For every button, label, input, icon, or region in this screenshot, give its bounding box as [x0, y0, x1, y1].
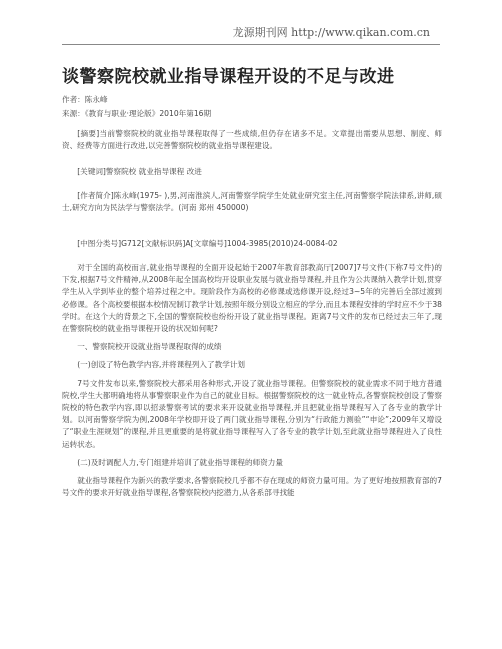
body-paragraph: 7号文件发布以来,警察院校大都采用各种形式,开设了就业指导课程。但警察院校的就业需求不同于地方普通院校,学生大都明确地将从事警察职业作为自己的就业目标。根据警察院校的这一就业特点,各警察院校创设了警察院校的特色教学内容,即以招录警察考试的要求来开设就业指导课程,并且把就业指导课程写入了各专业的教学计划。以河南警察学院为例,2008年学校即开设了两门就业指导课程,分别为“行政能力测验”“申论”;2009年又增设了“职业生涯规划”的课程,并且更重要的是将就业指导课程写入了各专业的教学计划,至此就业指导课程进入了良性运转状态。 [62, 378, 442, 449]
author-bio-text: [作者简介]陈永峰(1975- ),男,河南淮滨人,河南警察学院学生处就业研究室主任,河南警察学院法律系,讲师,硕士,研究方向为民法学与警察法学。(河南 郑州 450000) [62, 191, 442, 213]
section-heading: 一、警察院校开设就业指导课程取得的成绩 [77, 342, 222, 352]
article-author-bio [62, 190, 442, 214]
header-divider [62, 44, 440, 45]
article-source: 来源：《教育与职业·理论版》2010年第16期 [62, 109, 212, 118]
classification-text: [中图分类号]G712[文献标识码]A[文章编号]1004-3985(2010)24-0084-02 [77, 239, 338, 248]
keywords-text: [关键词]警察院校 就业指导课程 改进 [77, 167, 202, 176]
article-keywords [62, 166, 442, 178]
abstract-text: [摘要]当前警察院校的就业指导课程取得了一些成绩,但仍存在诸多不足。文章提出需要从思想、制度、师资、经费等方面进行改进,以完善警察院校的就业指导课程建设。 [62, 129, 442, 151]
article-author: 作者：陈永峰 [62, 95, 108, 104]
article-title: 谈警察院校就业指导课程开设的不足与改进 [62, 67, 395, 87]
article-classification [62, 238, 442, 250]
article-body [62, 262, 442, 499]
body-paragraph: 就业指导课程作为新兴的教学要求,各警察院校几乎都不存在现成的师资力量可用。为了更好地按照教育部的7号文件的要求开好就业指导课程,各警察院校内挖潜力,从各系部寻找能 [62, 476, 442, 498]
article-abstract [62, 128, 442, 152]
subsection-heading: (一)创设了特色教学内容,并将课程列入了教学计划 [77, 360, 245, 370]
subsection-heading: (二)及时调配人力,专门组建并培训了就业指导课程的师资力量 [77, 457, 283, 467]
site-header: 龙源期刊网 http://www.qikan.com.cn [232, 26, 430, 39]
body-paragraph: 对于全国的高校而言,就业指导课程的全面开设起始于2007年教育部教高厅[2007]7号文件(下称7号文件)的下发,根据7号文件精神,从2008年起全国高校均开设职业发展与就业指导课程,并且作为公共课纳入教学计划,贯穿学生从入学到毕业的整个培养过程之中。现阶段作为高校的必修课或选修课开设,经过3~5年的完善后全部过渡到必修课。各个高校要根据本校情况制订教学计划,按照年级分别设立相应的学分,而且本课程安排的学时应不少于38学时。在这个大的背景之下,全国的警察院校也纷纷开设了就业指导课程。距离7号文件的发布已经过去三年了,现在警察院校的就业指导课程开设的状况如何呢? [62, 263, 442, 334]
